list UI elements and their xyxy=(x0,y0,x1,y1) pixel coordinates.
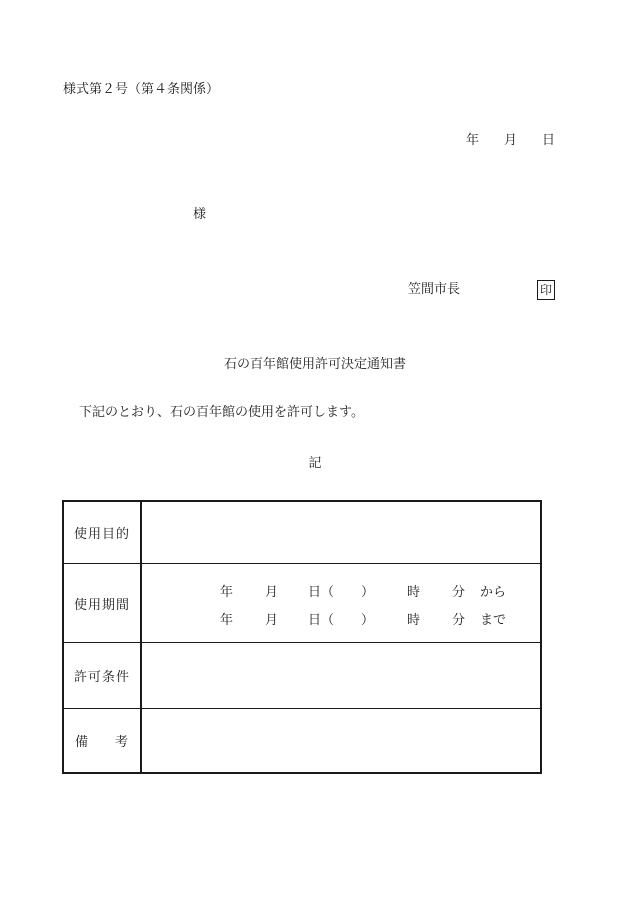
remarks-value[interactable] xyxy=(142,709,540,772)
issuer-name: 笠間市長 xyxy=(408,282,461,297)
period-start-hour: 時 xyxy=(407,585,421,600)
date-month-label: 月 xyxy=(504,133,518,148)
document-body: 下記のとおり、石の百年館の使用を許可します。 xyxy=(79,405,364,420)
period-start-paren-close: ） xyxy=(361,585,375,600)
period-start-minute: 分 xyxy=(452,585,466,600)
document-title: 石の百年館使用許可決定通知書 xyxy=(223,357,406,372)
period-end-day: 日（ xyxy=(308,613,335,628)
addressee-suffix: 様 xyxy=(193,207,207,222)
form-number: 様式第２号（第４条関係） xyxy=(63,82,220,97)
period-start-year: 年 xyxy=(220,585,234,600)
seal-mark: 印 xyxy=(537,280,555,300)
period-value[interactable] xyxy=(142,564,540,642)
period-start-day: 日（ xyxy=(308,585,335,600)
purpose-value[interactable] xyxy=(142,502,540,563)
table-row-purpose xyxy=(64,502,540,563)
purpose-label: 使用目的 xyxy=(64,502,142,563)
ki-mark: 記 xyxy=(308,456,322,471)
period-start-month: 月 xyxy=(265,585,279,600)
period-end-hour: 時 xyxy=(407,613,421,628)
date-year-label: 年 xyxy=(466,133,480,148)
table-row-period xyxy=(64,563,540,642)
conditions-value[interactable] xyxy=(142,643,540,708)
period-end-minute: 分 xyxy=(452,613,466,628)
period-end-until: まで xyxy=(480,613,507,628)
period-end-month: 月 xyxy=(265,613,279,628)
permit-table xyxy=(62,500,542,774)
period-end-line xyxy=(142,613,540,629)
date-line xyxy=(466,133,555,149)
table-row-remarks xyxy=(64,708,540,772)
period-end-paren-close: ） xyxy=(361,613,375,628)
period-start-line xyxy=(142,585,540,601)
table-row-conditions xyxy=(64,642,540,708)
conditions-label: 許可条件 xyxy=(64,643,142,708)
date-day-label: 日 xyxy=(542,133,556,148)
remarks-label: 備 考 xyxy=(64,709,142,772)
period-start-from: から xyxy=(480,585,507,600)
period-label: 使用期間 xyxy=(64,564,142,642)
period-end-year: 年 xyxy=(220,613,234,628)
